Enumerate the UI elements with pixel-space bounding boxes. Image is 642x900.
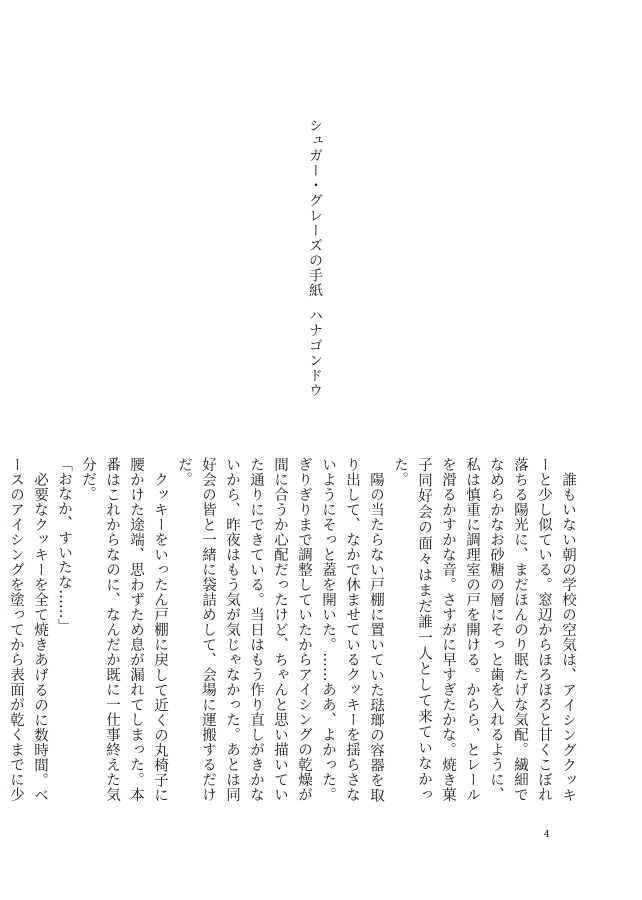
paragraph: クッキーをいったん戸棚に戻して近くの丸椅子に腰かけた途端、思わずため息が漏れてしまった。本番はこれからなのに、なんだか既に一仕事終えた気分だ。 — [80, 457, 168, 802]
page-number: 4 — [544, 830, 550, 840]
paragraph: 誰もいない朝の学校の空気は、アイシングクッキーと少し似ている。窓辺からほろほろと甘くこぼれ落ちる陽光に、まだほんのり眠たげな気配。繊細でなめらかなお砂糖の層にそっと歯を入れるように、私は慎重に調理室の戸を開ける。からら、とレールを滑るかすかな音。さすがに早すぎたかな。焼き菓子同好会の面々はまだ誰一人として来ていなかった。 — [392, 457, 576, 802]
paragraph-dialogue: 「おなか、すいたな……」 — [56, 457, 72, 634]
story-title: シュガー・グレーズの手紙 — [307, 118, 323, 298]
body-text — [0, 457, 580, 802]
paragraph: 陽の当たらない戸棚に置いていた琺瑯の容器を取り出して、なかで休ませているクッキーを揺らさないようにそっと蓋を開いた。……ああ、よかった。ぎりぎりまで調整していたからアイシングの乾燥が間に合うか心配だったけど、ちゃんと思い描いていた通りにできている。当日はもう作り直しがきかないから、昨夜はもう気が気じゃなかった。あとは同好会の皆と一緒に袋詰めして、会場に運搬するだけだ。 — [176, 457, 384, 802]
paragraph: 必要なクッキーを全て焼きあげるのに数時間。ベースのアイシングを塗ってから表面が乾くまでに少 — [8, 457, 48, 802]
author-name: ハナゴンドウ — [307, 308, 323, 398]
